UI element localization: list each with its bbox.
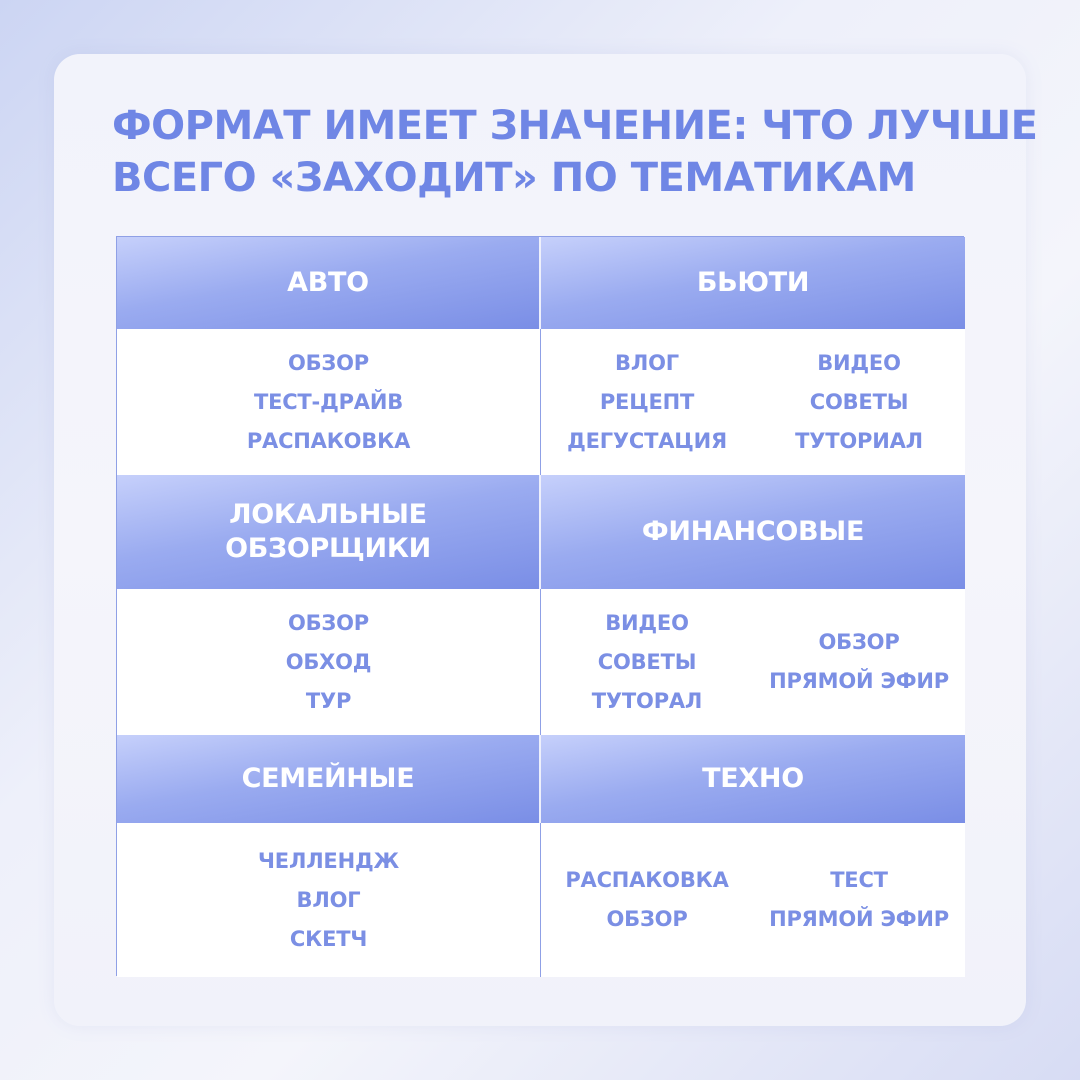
formats-tech <box>541 823 965 977</box>
format-item: ТЕСТ <box>830 868 888 892</box>
formats-tech-left <box>541 823 753 977</box>
header-finance-label: ФИНАНСОВЫЕ <box>641 516 865 547</box>
format-item: ТЕСТ-ДРАЙВ <box>253 389 404 414</box>
format-item: ВЛОГ <box>615 350 679 375</box>
format-item: РАСПАКОВКА <box>565 868 729 892</box>
header-local-reviewers <box>117 475 541 589</box>
header-beauty <box>541 237 965 329</box>
title-line-2: ВСЕГО «ЗАХОДИТ» ПО ТЕМАТИКАМ <box>112 155 916 201</box>
topics-table <box>116 236 964 976</box>
format-item: ОБЗОР <box>287 350 369 375</box>
formats-finance-left <box>541 589 753 735</box>
format-item: ТУТОРАЛ <box>591 688 703 713</box>
format-item: ТУТОРИАЛ <box>795 428 923 453</box>
format-item: СКЕТЧ <box>289 926 368 951</box>
format-item: ПРЯМОЙ ЭФИР <box>769 907 949 931</box>
header-auto <box>117 237 541 329</box>
formats-local-reviewers <box>117 589 541 735</box>
page-title <box>112 100 1038 204</box>
format-item: ОБЗОР <box>606 907 688 931</box>
header-beauty-label: БЬЮТИ <box>696 267 810 298</box>
formats-finance <box>541 589 965 735</box>
formats-auto-list <box>247 344 410 461</box>
format-item: ВЛОГ <box>296 887 361 912</box>
header-finance <box>541 475 965 589</box>
header-family <box>117 735 541 823</box>
format-item: СОВЕТЫ <box>809 389 909 414</box>
format-item: ОБЗОР <box>818 630 900 654</box>
format-item: ВИДЕО <box>817 350 901 375</box>
header-auto-label: АВТО <box>287 267 369 298</box>
formats-beauty <box>541 329 965 475</box>
formats-beauty-right <box>753 329 965 475</box>
header-local-line-2: ОБЗОРЩИКИ <box>225 533 431 564</box>
formats-family <box>117 823 541 977</box>
header-local-line-1: ЛОКАЛЬНЫЕ <box>229 499 427 530</box>
format-item: РЕЦЕПТ <box>599 389 695 414</box>
format-item: ЧЕЛЛЕНДЖ <box>258 848 399 873</box>
formats-local-list <box>286 604 372 721</box>
format-item: ДЕГУСТАЦИЯ <box>567 428 727 453</box>
format-item: ОБЗОР <box>287 610 369 635</box>
format-item: ВИДЕО <box>605 610 689 635</box>
format-item: РАСПАКОВКА <box>246 428 411 453</box>
format-item: ПРЯМОЙ ЭФИР <box>769 669 949 693</box>
formats-family-list <box>258 842 399 959</box>
format-item: ТУР <box>305 688 352 713</box>
header-tech <box>541 735 965 823</box>
format-item: СОВЕТЫ <box>597 649 697 674</box>
header-family-label: СЕМЕЙНЫЕ <box>241 763 415 794</box>
format-item: ОБХОД <box>285 649 372 674</box>
header-tech-label: ТЕХНО <box>702 763 804 794</box>
formats-finance-right <box>753 589 965 735</box>
formats-auto <box>117 329 541 475</box>
title-line-1: ФОРМАТ ИМЕЕТ ЗНАЧЕНИЕ: ЧТО ЛУЧШЕ <box>112 103 1038 149</box>
formats-tech-right <box>753 823 965 977</box>
formats-beauty-left <box>541 329 753 475</box>
